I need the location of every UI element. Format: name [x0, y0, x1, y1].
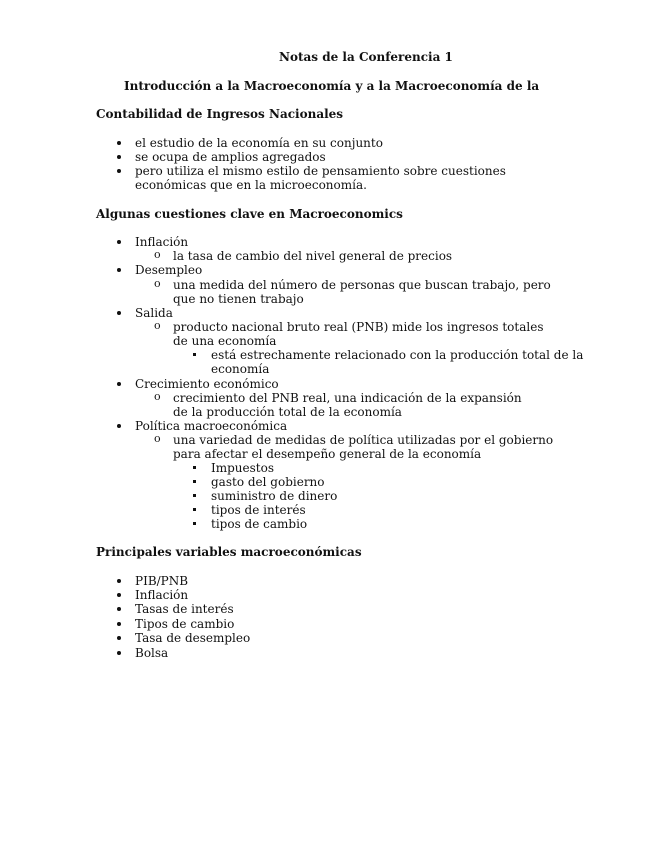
- list-item: Crecimiento económico: [135, 377, 279, 391]
- subtitle-line-1: Introducción a la Macroeconomía y a la Macroeconomía de la: [124, 79, 540, 93]
- list-item: Bolsa: [135, 646, 169, 660]
- sub-sub-item: tipos de interés: [211, 503, 306, 517]
- section-heading: Algunas cuestiones clave en Macroeconomics: [96, 207, 403, 221]
- sub-sub-item: tipos de cambio: [211, 517, 308, 531]
- page-title: Notas de la Conferencia 1: [279, 50, 453, 64]
- list-item-continuation: económicas que en la microeconomía.: [135, 178, 367, 192]
- list-item: PIB/PNB: [135, 574, 189, 588]
- subtitle-line-2: Contabilidad de Ingresos Nacionales: [96, 107, 344, 121]
- sub-item-continuation: de una economía: [173, 334, 277, 348]
- sub-item-continuation: para afectar el desempeño general de la economía: [173, 447, 482, 461]
- sub-sub-item-continuation: economía: [211, 362, 270, 376]
- list-item: Salida: [135, 306, 173, 320]
- list-item: Inflación: [135, 588, 189, 602]
- sub-item-continuation: que no tienen trabajo: [173, 292, 304, 306]
- sub-item: o la tasa de cambio del nivel general de precios: [173, 249, 452, 263]
- sub-item: o una medida del número de personas que buscan trabajo, pero: [173, 278, 551, 292]
- list-item: pero utiliza el mismo estilo de pensamiento sobre cuestiones: [135, 164, 506, 178]
- sub-sub-item: está estrechamente relacionado con la producción total de la: [211, 348, 584, 362]
- sub-sub-item: Impuestos: [211, 461, 274, 475]
- sub-item-continuation: de la producción total de la economía: [173, 405, 402, 419]
- list-item: se ocupa de amplios agregados: [135, 150, 326, 164]
- list-item: Tasas de interés: [135, 602, 234, 616]
- list-item: Inflación: [135, 235, 189, 249]
- list-item: Política macroeconómica: [135, 419, 288, 433]
- sub-item: o crecimiento del PNB real, una indicación de la expansión: [173, 391, 522, 405]
- list-item: Tasa de desempleo: [135, 631, 251, 645]
- sub-item: o una variedad de medidas de política utilizadas por el gobierno: [173, 433, 553, 447]
- sub-sub-item: suministro de dinero: [211, 489, 338, 503]
- section-heading: Principales variables macroeconómicas: [96, 545, 362, 559]
- list-item: Tipos de cambio: [135, 617, 235, 631]
- sub-sub-item: gasto del gobierno: [211, 475, 325, 489]
- list-item: Desempleo: [135, 263, 203, 277]
- sub-item: o producto nacional bruto real (PNB) mide los ingresos totales: [173, 320, 543, 334]
- list-item: el estudio de la economía en su conjunto: [135, 136, 383, 150]
